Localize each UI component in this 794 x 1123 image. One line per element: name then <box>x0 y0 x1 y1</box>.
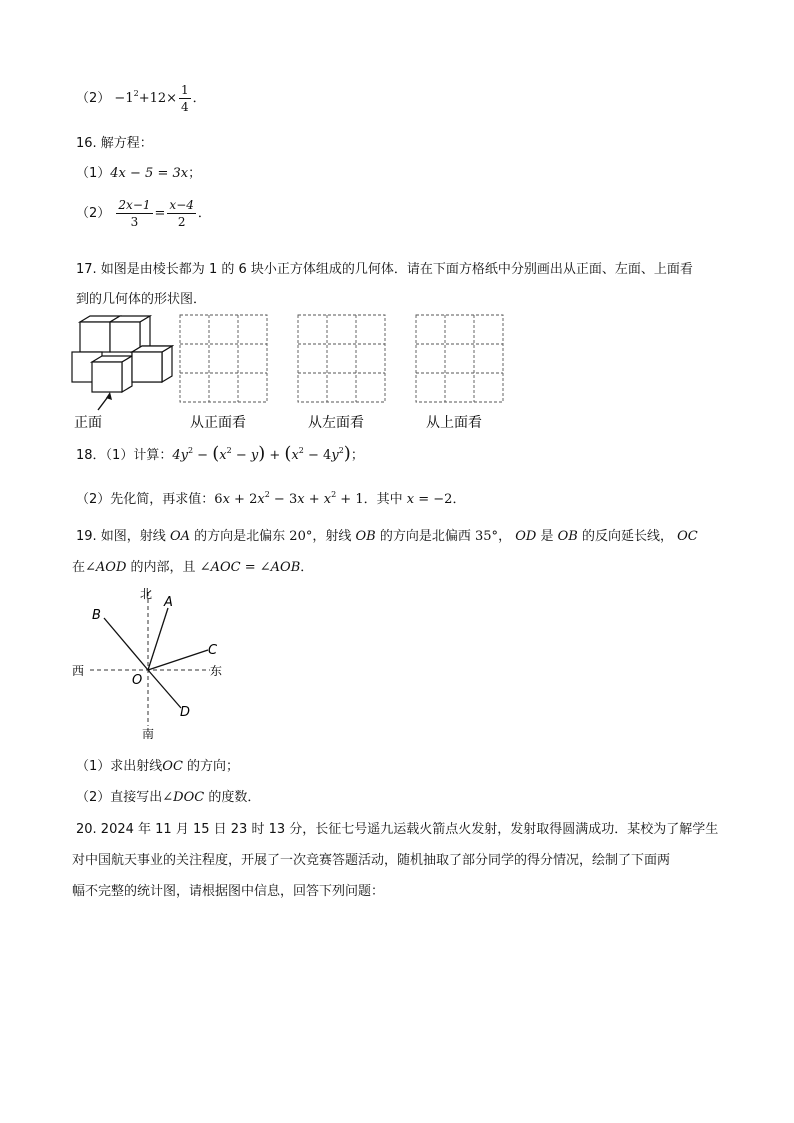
label-north: 北 <box>140 587 153 601</box>
q20-line2: 对中国航天事业的关注程度，开展了一次竞赛答题活动，随机抽取了部分同学的得分情况，绘制了下面两 <box>72 853 671 868</box>
q18-part1: 18．（1）计算：$4y^2 - (x^2 - y) + (x^2 - 4y^2)$； <box>76 443 364 464</box>
q16-part1: （1）4x − 5 = 3x； <box>76 166 202 181</box>
q15-part2-label: （2） <box>76 91 111 106</box>
label-B: B <box>92 608 101 623</box>
cube-stack-drawing <box>72 316 172 392</box>
q17-line1: 17. 如图是由棱长都为 1 的 6 块小正方体组成的几何体．请在下面方格纸中分别画出从正面、左面、上面看 <box>76 262 693 277</box>
q19-direction-figure <box>68 584 238 744</box>
label-west: 西 <box>72 664 85 678</box>
label-O: O <box>132 673 143 688</box>
q15-part2-expr: $-1^2+12\times$ $\frac{1}{4}$ <box>114 83 189 114</box>
dashed-grids <box>180 315 503 402</box>
ray-OA <box>148 608 168 670</box>
label-south: 南 <box>142 727 155 741</box>
ray-OD <box>148 670 181 708</box>
rays <box>104 608 208 708</box>
q17-line2: 到的几何体的形状图． <box>76 292 207 307</box>
q19-sub2: （2）直接写出∠DOC 的度数． <box>76 790 261 805</box>
q19-line2: 在∠AOD 的内部，且 ∠AOC = ∠AOB． <box>72 560 314 575</box>
caption-front: 正面 <box>74 415 102 431</box>
q16-part2: （2） $\frac{2x-1}{3}$ = $\frac{x-4}{2}$ ． <box>76 198 211 229</box>
q16-equation1: 4x − 5 = 3x <box>110 166 189 181</box>
label-C: C <box>208 643 218 658</box>
q18-part2: （2）先化简，再求值：$6x + 2x^2 - 3x + x^2 + 1$．其中 x = −2． <box>76 490 466 507</box>
q20-line3: 幅不完整的统计图，请根据图中信息，回答下列问题： <box>72 884 385 899</box>
ray-OB <box>104 618 148 670</box>
caption-front-view: 从正面看 <box>190 415 246 431</box>
caption-top-view: 从上面看 <box>426 415 482 431</box>
label-east: 东 <box>210 664 223 678</box>
q15-part2: $(2) -1^2+12\times$ $\frac{1}{4}$ ． <box>76 83 206 114</box>
compass-axes <box>90 592 210 726</box>
caption-left-view: 从左面看 <box>308 415 364 431</box>
label-A: A <box>164 595 173 610</box>
q19-line1: 19. 如图，射线 OA 的方向是北偏东 20°，射线 OB 的方向是北偏西 35°， OD 是 OB 的反向延长线， OC <box>76 529 698 544</box>
q20-line1: 20. 2024 年 11 月 15 日 23 时 13 分，长征七号遥九运载火箭点火发射，发射取得圆满成功．某校为了解学生 <box>76 822 719 837</box>
label-D: D <box>180 705 191 720</box>
q17-figure <box>66 310 516 435</box>
ray-OC <box>148 650 208 670</box>
q16-title: 16. 解方程： <box>76 136 153 151</box>
q19-sub1: （1）求出射线OC 的方向； <box>76 759 240 774</box>
